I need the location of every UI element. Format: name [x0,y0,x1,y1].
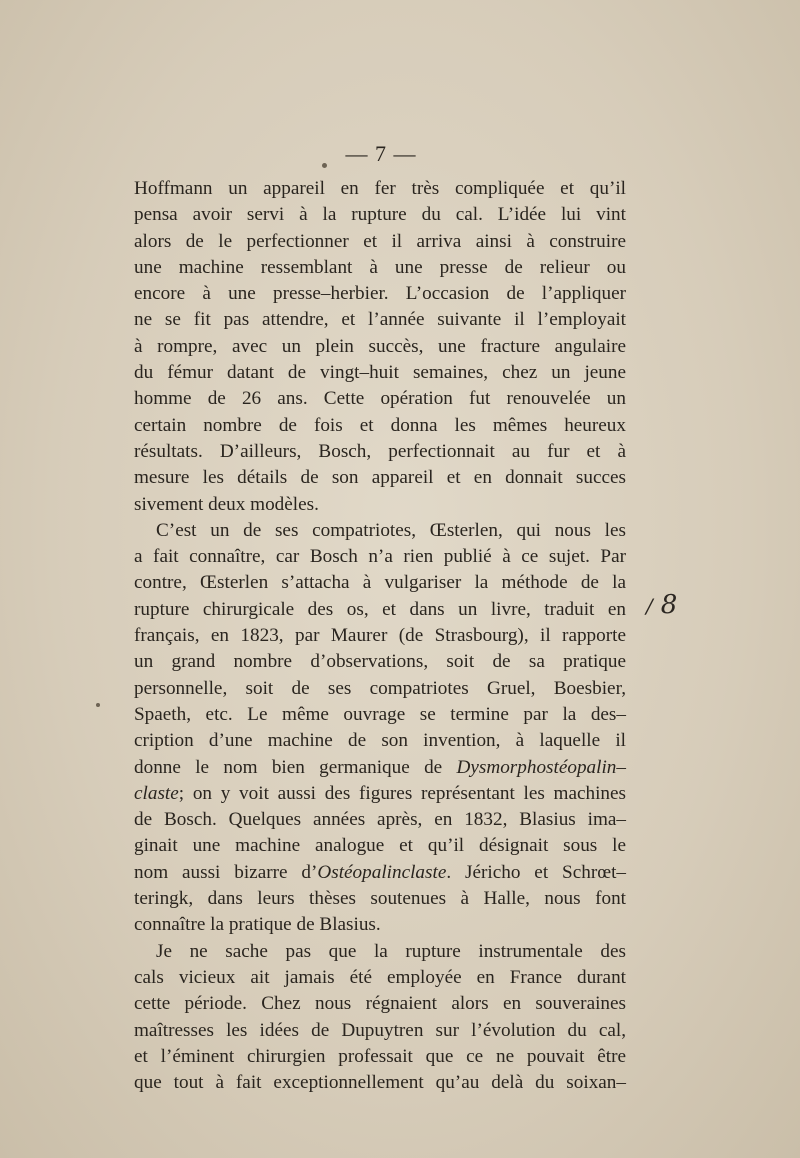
text-line: Hoffmann un appareil en fer très compliquée et qu’il [134,178,626,199]
text-line: homme de 26 ans. Cette opération fut renouvelée un [134,388,626,410]
text-line: ginait une machine analogue et qu’il désignait sous le [134,835,626,857]
text-line: résultats. D’ailleurs, Bosch, perfectionnait au fur et à [134,440,626,462]
text-line [134,860,626,886]
text-line: encore à une presse–herbier. L’occasion de l’appliquer [134,283,626,305]
text-line [134,781,626,807]
text-line: ne se fit pas attendre, et l’année suivante il l’employait [134,309,626,331]
text-line: que tout à fait exceptionnellement qu’au delà du soixan– [134,1072,626,1094]
ink-speck [96,703,100,707]
text-segment: nom aussi bizarre d’ [134,861,318,883]
italic-term: Dysmorphostéopalin– [456,756,626,778]
text-line: connaître la pratique de Blasius. [134,914,381,936]
text-line: maîtresses les idées de Dupuytren sur l’évolution du cal, [134,1019,626,1041]
text-line: alors de le perfectionner et il arriva ainsi à construire [134,230,626,252]
margin-annotation-slash: / [646,594,653,618]
text-line: à rompre, avec un plein succès, une fracture angulaire [134,335,626,357]
text-line: et l’éminent chirurgien professait que ce ne pouvait être [134,1045,626,1067]
text-line: cette période. Chez nous régnaient alors en souveraines [134,993,626,1015]
text-line: cals vicieux ait jamais été employée en France durant [134,966,626,988]
text-line: a fait connaître, car Bosch n’a rien publié à ce sujet. Par [134,546,626,568]
text-line: certain nombre de fois et donna les mêmes heureux [134,414,626,436]
italic-term: Ostéopalinclaste [317,861,447,883]
text-line: C’est un de ses compatriotes, Œsterlen, qui nous les [156,519,626,541]
text-line: cription d’une machine de son invention, à laquelle il [134,730,626,752]
margin-annotation-mark: 8 [660,590,678,620]
text-line: du fémur datant de vingt–huit semaines, chez un jeune [134,362,626,384]
text-line: mesure les détails de son appareil et en donnait succes [134,467,626,489]
text-line: un grand nombre d’observations, soit de sa pratique [134,651,626,673]
text-line: de Bosch. Quelques années après, en 1832, Blasius ima– [134,809,626,831]
text-line: sivement deux modèles. [134,493,319,515]
body-text [134,176,626,1096]
text-line: pensa avoir servi à la rupture du cal. L’idée lui vint [134,204,626,226]
page-number: — 7 — [345,141,417,166]
text-line: Je ne sache pas que la rupture instrumentale des [156,940,626,962]
text-segment: donne le nom bien germanique de [134,756,443,778]
text-line: contre, Œsterlen s’attacha à vulgariser la méthode de la [134,572,626,594]
text-line: rupture chirurgicale des os, et dans un livre, traduit en [134,598,626,620]
text-line: teringk, dans leurs thèses soutenues à Halle, nous font [134,888,626,910]
text-line [134,755,626,781]
text-line: personnelle, soit de ses compatriotes Gruel, Boesbier, [134,677,626,699]
text-line: français, en 1823, par Maurer (de Strasbourg), il rapporte [134,625,626,647]
margin-annotation [646,590,677,620]
text-segment: . Jéricho et Schrœt– [446,861,626,883]
italic-term: claste [134,782,179,804]
text-line: une machine ressemblant à une presse de relieur ou [134,256,626,278]
text-line: Spaeth, etc. Le même ouvrage se termine par la des– [134,703,626,725]
text-segment: ; on y voit aussi des figures représentant les machines [178,782,626,804]
